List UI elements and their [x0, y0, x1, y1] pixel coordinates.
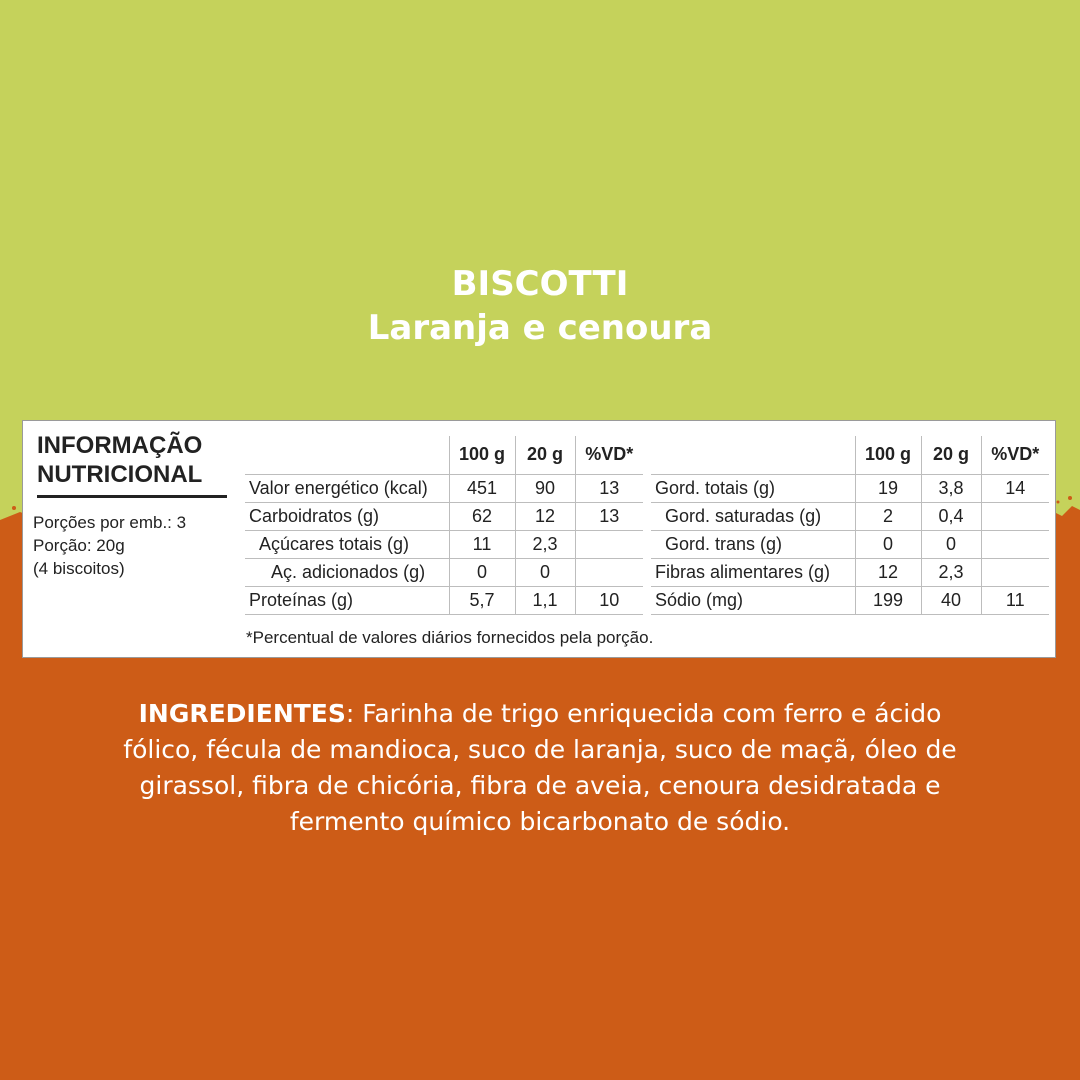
row-value-100g: 11 [449, 530, 515, 558]
col-header-100g: 100 g [855, 436, 921, 474]
table-row [245, 474, 643, 502]
nutrition-heading [37, 431, 227, 498]
row-value-vd: 14 [981, 474, 1049, 502]
ingredients-label: INGREDIENTES [138, 699, 346, 728]
col-header-vd: %VD* [575, 436, 643, 474]
row-value-20g: 2,3 [515, 530, 575, 558]
row-value-100g: 5,7 [449, 586, 515, 614]
table-row [245, 530, 643, 558]
row-value-20g: 1,1 [515, 586, 575, 614]
table-row [651, 586, 1049, 614]
row-value-20g: 0 [921, 530, 981, 558]
ingredients-text [100, 696, 980, 840]
table-row [245, 586, 643, 614]
col-header-20g: 20 g [515, 436, 575, 474]
row-label: Gord. saturadas (g) [651, 502, 855, 530]
row-label: Sódio (mg) [651, 586, 855, 614]
row-value-vd: 13 [575, 474, 643, 502]
table-row [651, 558, 1049, 586]
row-value-100g: 199 [855, 586, 921, 614]
portion-detail: (4 biscoitos) [33, 559, 125, 578]
col-header-100g: 100 g [449, 436, 515, 474]
row-label: Fibras alimentares (g) [651, 558, 855, 586]
header-blank [651, 436, 855, 474]
row-value-vd [575, 530, 643, 558]
row-value-100g: 62 [449, 502, 515, 530]
row-value-vd: 13 [575, 502, 643, 530]
row-label: Gord. trans (g) [651, 530, 855, 558]
row-label: Valor energético (kcal) [245, 474, 449, 502]
row-value-100g: 451 [449, 474, 515, 502]
serving-info [33, 511, 233, 580]
row-value-20g: 3,8 [921, 474, 981, 502]
row-value-vd: 10 [575, 586, 643, 614]
row-label: Aç. adicionados (g) [245, 558, 449, 586]
table-row [651, 530, 1049, 558]
row-value-20g: 12 [515, 502, 575, 530]
col-header-20g: 20 g [921, 436, 981, 474]
col-header-vd: %VD* [981, 436, 1049, 474]
header-blank [245, 436, 449, 474]
heading-line-2: NUTRICIONAL [37, 461, 203, 488]
row-value-20g: 90 [515, 474, 575, 502]
row-value-vd [981, 502, 1049, 530]
row-value-100g: 12 [855, 558, 921, 586]
row-value-100g: 2 [855, 502, 921, 530]
table-row [245, 558, 643, 586]
ingredients-list: : Farinha de trigo enriquecida com ferro e ácido fólico, fécula de mandioca, suco de laranja, suco de maçã, óleo de girassol, fibra de chicória, fibra de aveia, cenoura desidratada e fermento químico bicarbonato de sódio. [123, 699, 957, 836]
table-row [651, 474, 1049, 502]
title-line-1: BISCOTTI [451, 264, 629, 304]
row-value-vd [575, 558, 643, 586]
row-label: Açúcares totais (g) [245, 530, 449, 558]
row-value-vd [981, 558, 1049, 586]
row-value-100g: 0 [449, 558, 515, 586]
row-value-20g: 0,4 [921, 502, 981, 530]
portion-size: Porção: 20g [33, 536, 125, 555]
nutrition-table-right [651, 436, 1049, 615]
row-value-vd [981, 530, 1049, 558]
row-value-20g: 40 [921, 586, 981, 614]
row-label: Gord. totais (g) [651, 474, 855, 502]
table-row [651, 502, 1049, 530]
row-value-100g: 0 [855, 530, 921, 558]
product-title [0, 262, 1080, 350]
row-value-100g: 19 [855, 474, 921, 502]
heading-line-1: INFORMAÇÃO [37, 432, 203, 459]
row-value-20g: 0 [515, 558, 575, 586]
row-value-20g: 2,3 [921, 558, 981, 586]
row-label: Proteínas (g) [245, 586, 449, 614]
row-value-vd: 11 [981, 586, 1049, 614]
row-label: Carboidratos (g) [245, 502, 449, 530]
daily-value-footnote: *Percentual de valores diários fornecidos pela porção. [246, 628, 654, 647]
title-line-2: Laranja e cenoura [367, 308, 713, 348]
nutrition-table-left [245, 436, 643, 615]
nutrition-panel [22, 420, 1056, 658]
servings-per-package: Porções por emb.: 3 [33, 513, 187, 532]
table-row [245, 502, 643, 530]
